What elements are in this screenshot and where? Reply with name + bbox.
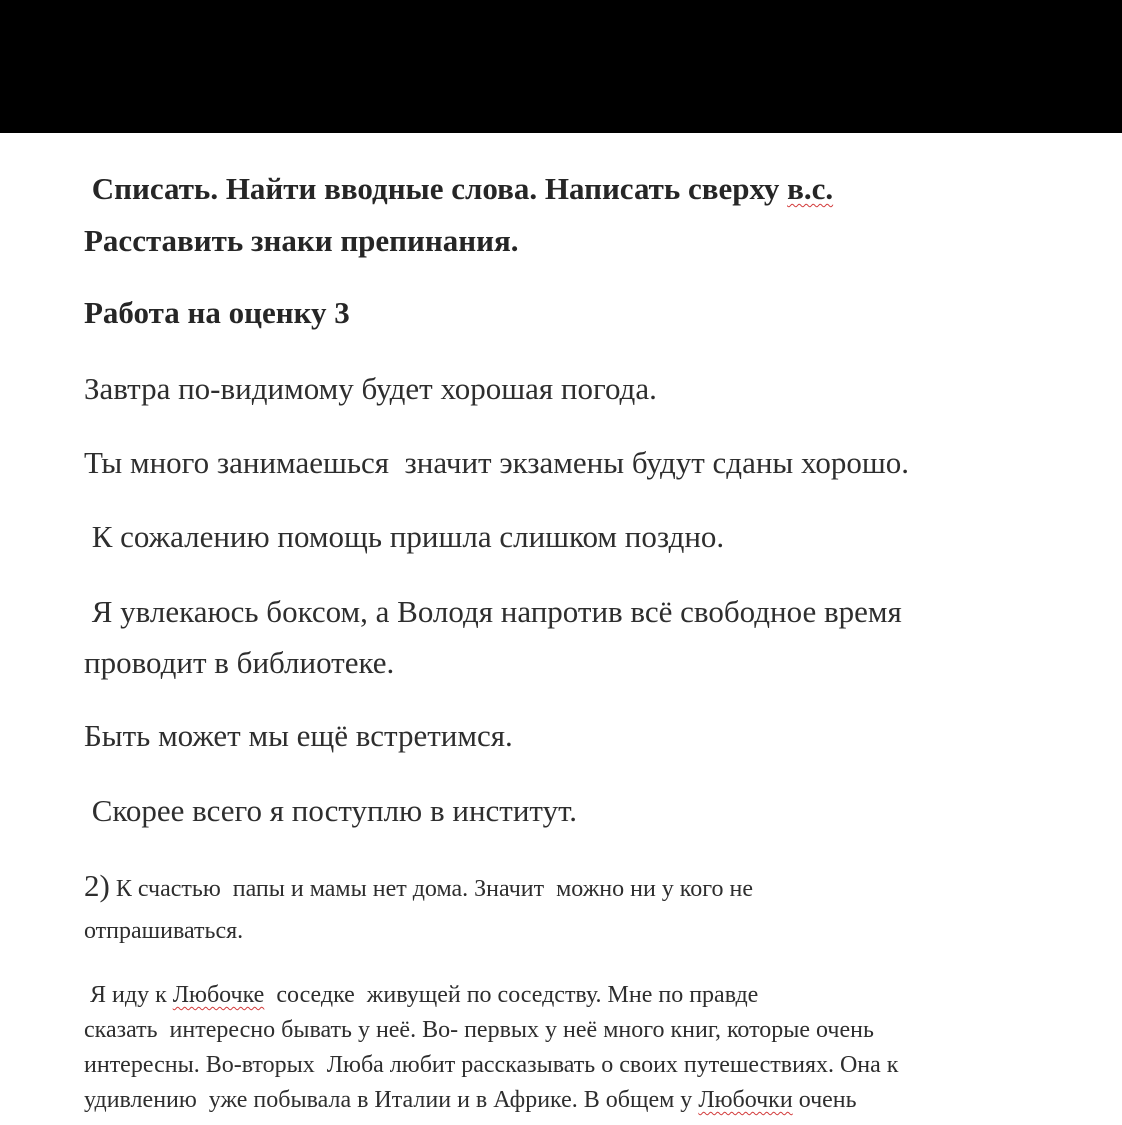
paragraph-text: Я иду к	[84, 982, 173, 1008]
paragraph-line-3: интересны. Во-вторых Люба любит рассказывать о своих путешествиях. Она к	[84, 1052, 899, 1078]
instruction-line-2: Расставить знаки препинания.	[84, 223, 519, 258]
paragraph-line-1	[84, 983, 758, 1007]
paragraph-name: Любочке	[172, 982, 265, 1008]
sentence-2: Ты много занимаешься значит экзамены будут сданы хорошо.	[84, 445, 909, 480]
instruction-line-1	[84, 173, 833, 204]
sentence-4-line-2: проводит в библиотеке.	[84, 645, 395, 680]
sentence-1: Завтра по-видимому будет хорошая погода.	[84, 371, 657, 406]
paragraph-text: очень	[792, 1087, 857, 1113]
paragraph-line-2: сказать интересно бывать у неё. Во- первых у неё много книг, которые очень	[84, 1017, 874, 1043]
sentence-5: Быть может мы ещё встретимся.	[84, 718, 513, 753]
instruction-abbreviation: в.с.	[787, 171, 834, 206]
top-black-bar	[0, 0, 1122, 133]
part2-line-1	[84, 870, 753, 901]
grade-heading: Работа на оценку 3	[84, 295, 350, 330]
part2-sentence-1: К счастью папы и мамы нет дома. Значит можно ни у кого не	[109, 876, 753, 902]
sentence-3: К сожалению помощь пришла слишком поздно.	[84, 519, 725, 554]
part2-line-2: отпрашиваться.	[84, 918, 244, 944]
sentence-6: Скорее всего я поступлю в институт.	[84, 793, 578, 828]
instruction-text: Списать. Найти вводные слова. Написать сверху	[84, 171, 788, 206]
paragraph-text: удивлению уже побывала в Италии и в Африке. В общем у	[84, 1087, 699, 1113]
sentence-4-line-1: Я увлекаюсь боксом, а Володя напротив всё свободное время	[84, 594, 902, 629]
paragraph-text: соседке живущей по соседству. Мне по правде	[264, 982, 759, 1008]
paragraph-name: Любочки	[698, 1087, 793, 1113]
document-page	[0, 133, 1122, 1125]
paragraph-line-4	[84, 1088, 857, 1112]
part2-number: 2)	[84, 868, 110, 903]
